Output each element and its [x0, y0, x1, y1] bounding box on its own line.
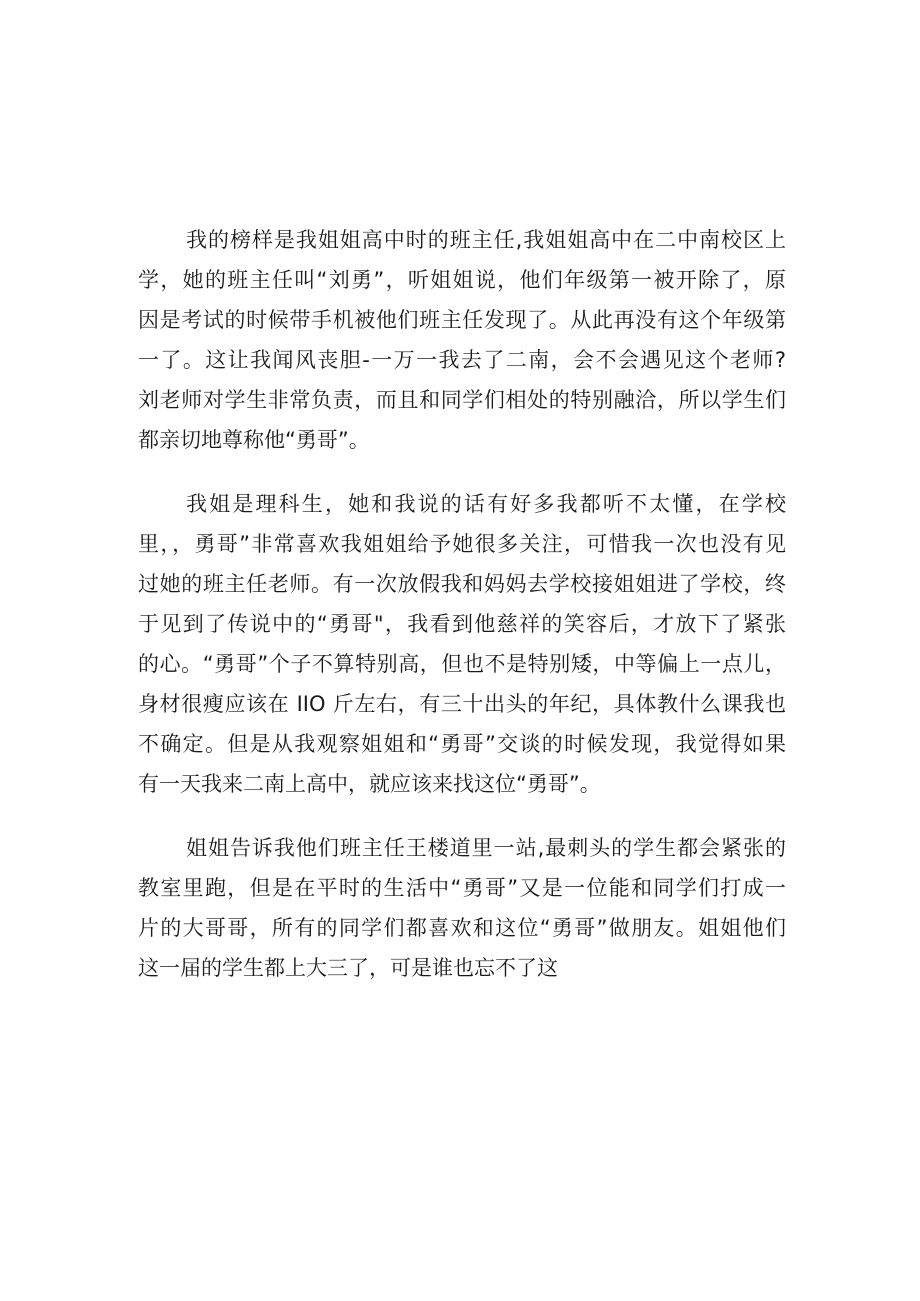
text-line: 这一届的学生都上大三了，可是谁也忘不了这 [138, 956, 558, 980]
text-line: 因是考试的时候带手机被他们班主任发现了。从此再没有这个年级第 [138, 308, 786, 332]
text-line: 身材很瘦应该在 IIO 斤左右，有三十出头的年纪，具体教什么课我也 [138, 692, 786, 716]
text-line: 刘老师对学生非常负责，而且和同学们相处的特别融洽，所以学生们 [138, 388, 786, 412]
text-line: 我姐是理科生，她和我说的话有好多我都听不太懂，在学校 [186, 492, 786, 516]
text-line: 于见到了传说中的“勇哥"，我看到他慈祥的笑容后，才放下了紧张 [138, 612, 786, 636]
text-line: 过她的班主任老师。有一次放假我和妈妈去学校接姐姐进了学校，终 [138, 572, 786, 596]
text-line: 的心。“勇哥”个子不算特别高，但也不是特别矮，中等偏上一点儿， [138, 652, 786, 676]
text-line: 不确定。但是从我观察姐姐和“勇哥”交谈的时候发现，我觉得如果 [138, 732, 786, 756]
text-line: 一了。这让我闻风丧胆-一万一我去了二南，会不会遇见这个老师? [138, 348, 786, 372]
text-line: 都亲切地尊称他“勇哥”。 [138, 428, 370, 452]
paragraph-3 [138, 828, 786, 988]
text-line: 姐姐告诉我他们班主任王楼道里一站,最刺头的学生都会紧张的 [186, 836, 786, 860]
paragraph-2 [138, 484, 786, 804]
text-line: 里，，勇哥”非常喜欢我姐姐给予她很多关注，可惜我一次也没有见 [138, 532, 786, 556]
text-line: 片的大哥哥，所有的同学们都喜欢和这位“勇哥”做朋友。姐姐他们 [138, 916, 786, 940]
text-line: 教室里跑，但是在平时的生活中“勇哥”又是一位能和同学们打成一 [138, 876, 786, 900]
paragraph-1 [138, 220, 786, 460]
text-line: 我的榜样是我姐姐高中时的班主任,我姐姐高中在二中南校区上 [186, 228, 786, 252]
text-line: 有一天我来二南上高中，就应该来找这位“勇哥”。 [138, 772, 601, 796]
text-line: 学，她的班主任叫“刘勇”，听姐姐说，他们年级第一被开除了，原 [138, 268, 786, 292]
document-body [138, 220, 786, 1012]
